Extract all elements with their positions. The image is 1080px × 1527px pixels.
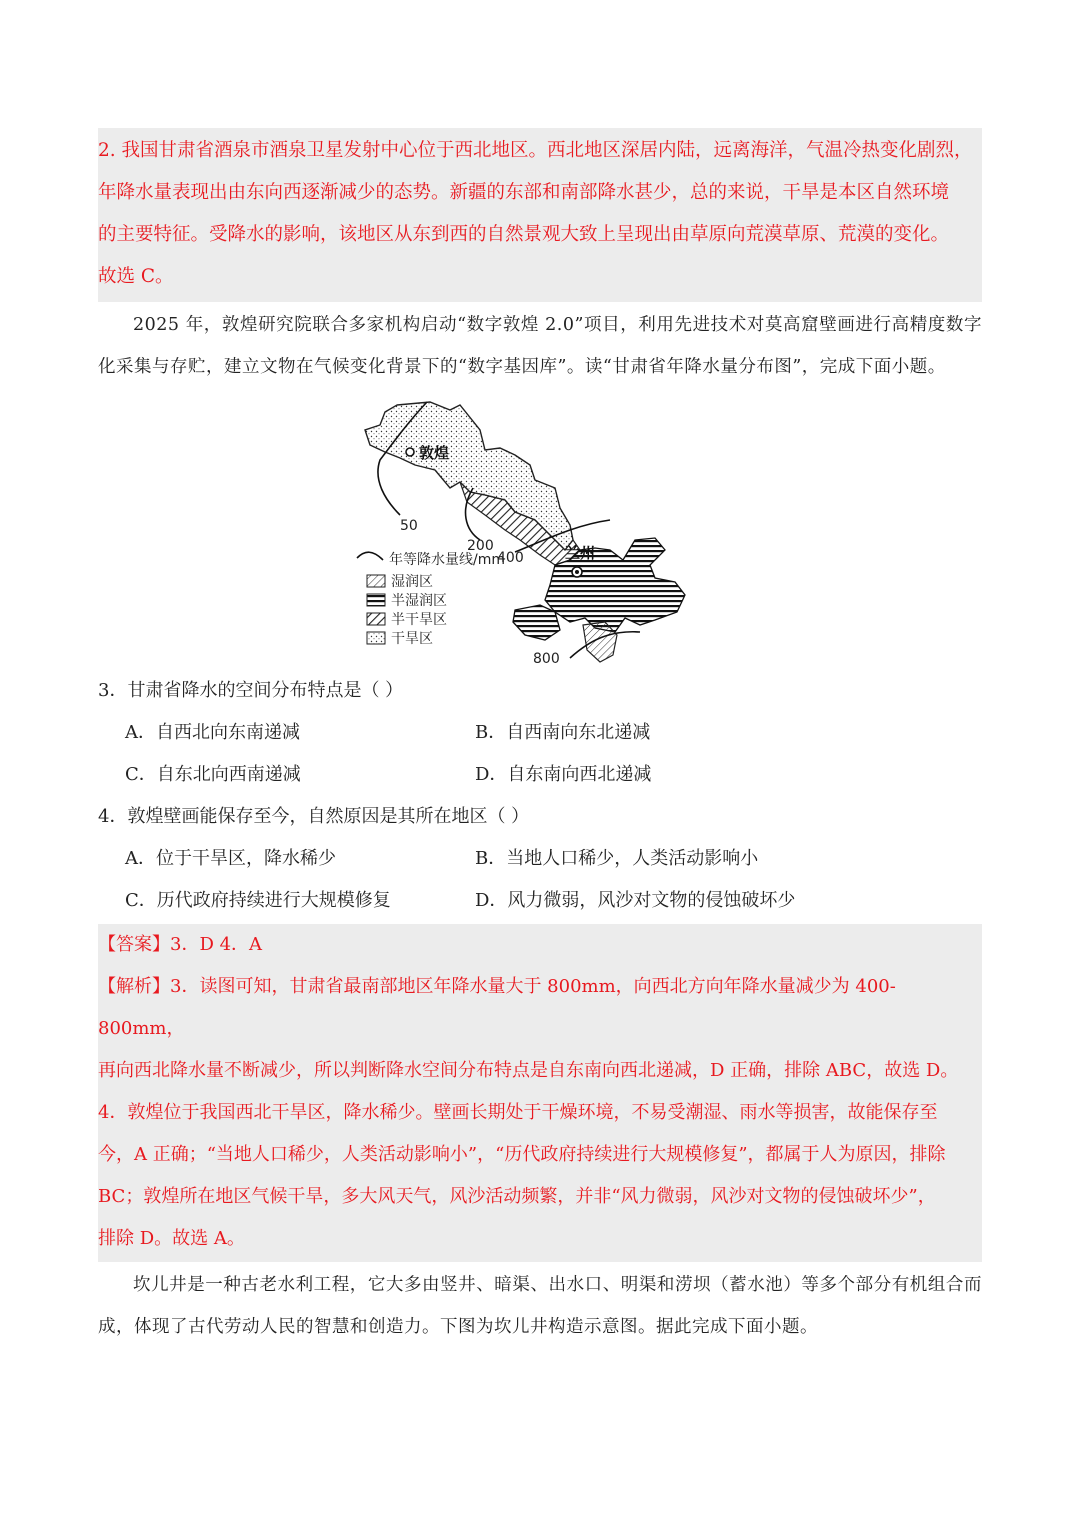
- q3-option-b[interactable]: B．自西南向东北递减: [475, 722, 651, 743]
- question-3-options-row1: [98, 712, 982, 754]
- question-3-options-row2: [98, 754, 982, 796]
- q3-option-a[interactable]: A．自西北向东南递减: [125, 722, 300, 743]
- intro-paragraph-karez: 坎儿井是一种古老水利工程，它大多由竖井、暗渠、出水口、明渠和涝坝（蓄水池）等多个部分有机组合而成，体现了古代劳动人民的智慧和创造力。下图为坎儿井构造示意图。据此完成下面小题。: [98, 1275, 982, 1337]
- legend-isoline-label: 年等降水量线/mm: [389, 552, 505, 568]
- answer-explanation: [98, 924, 982, 1262]
- dunhuang-label: 敦煌: [419, 444, 450, 462]
- explanation-line: 排除 D。故选 A。: [98, 1228, 245, 1249]
- isoline-400-label: 400: [497, 550, 524, 566]
- question-4-options-row1: [98, 838, 982, 880]
- lanzhou-label: 兰州: [565, 544, 596, 562]
- question-3-stem: 3．甘肃省降水的空间分布特点是（ ）: [98, 680, 404, 701]
- explanation-line: 再向西北降水量不断减少，所以判断降水空间分布特点是自东南向西北递减，D 正确，排除 ABC，故选 D。: [98, 1060, 959, 1081]
- isoline-50-label: 50: [400, 518, 418, 534]
- legend-semihumid-label: 半湿润区: [391, 593, 447, 609]
- q4-option-a[interactable]: A．位于干旱区，降水稀少: [125, 848, 336, 869]
- gansu-precipitation-map: [355, 400, 755, 670]
- q3-option-d[interactable]: D．自东南向西北递减: [475, 764, 652, 785]
- intro-paragraph-dunhuang: 2025 年，敦煌研究院联合多家机构启动“数字敦煌 2.0”项目，利用先进技术对莫高窟壁画进行高精度数字化采集与存贮，建立文物在气候变化背景下的“数字基因库”。读“甘肃省年降水量分布图”，完成下面小题。: [98, 315, 982, 377]
- previous-explanation: [98, 128, 982, 302]
- question-4-stem: 4．敦煌壁画能保存至今，自然原因是其所在地区（ ）: [98, 806, 530, 827]
- explanation-line: 2. 我国甘肃省酒泉市酒泉卫星发射中心位于西北地区。西北地区深居内陆，远离海洋，气温冷热变化剧烈，: [98, 140, 973, 161]
- q3-option-c[interactable]: C．自东北向西南递减: [125, 764, 301, 785]
- dunhuang-marker: [406, 448, 414, 456]
- q4-option-c[interactable]: C．历代政府持续进行大规模修复: [125, 890, 391, 911]
- explanation-line: BC；敦煌所在地区气候干旱，多大风天气，风沙活动频繁，并非“风力微弱，风沙对文物的侵蚀破坏少”，: [98, 1186, 936, 1207]
- map-legend: [357, 551, 505, 647]
- legend-semiarid-label: 半干旱区: [391, 612, 447, 628]
- answer-line: 【答案】3．D 4．A: [98, 934, 263, 955]
- legend-arid-label: 干旱区: [391, 631, 433, 647]
- map-figure: [355, 400, 755, 670]
- explanation-line: 故选 C。: [98, 266, 174, 287]
- explanation-line: 的主要特征。受降水的影响，该地区从东到西的自然景观大致上呈现出由草原向荒漠草原、荒漠的变化。: [98, 224, 950, 245]
- isoline-200-label: 200: [467, 538, 494, 554]
- question-4-options-row2: [98, 880, 982, 922]
- explanation-line: 4．敦煌位于我国西北干旱区，降水稀少。壁画长期处于干燥环境，不易受潮湿、雨水等损害，故能保存至: [98, 1102, 938, 1123]
- legend-humid-label: 湿润区: [391, 574, 433, 590]
- explanation-line: 年降水量表现出由东向西逐渐减少的态势。新疆的东部和南部降水甚少，总的来说，干旱是本区自然环境: [98, 182, 950, 203]
- q4-option-d[interactable]: D．风力微弱，风沙对文物的侵蚀破坏少: [475, 890, 796, 911]
- explanation-line: 【解析】3．读图可知，甘肃省最南部地区年降水量大于 800mm，向西北方向年降水量减少为 400-800mm，: [98, 976, 896, 1039]
- page: [98, 128, 982, 1348]
- explanation-line: 今，A 正确；“当地人口稀少，人类活动影响小”，“历代政府持续进行大规模修复”，都属于人为原因，排除: [98, 1144, 946, 1165]
- isoline-800-label: 800: [533, 651, 560, 667]
- q4-option-b[interactable]: B．当地人口稀少，人类活动影响小: [475, 848, 759, 869]
